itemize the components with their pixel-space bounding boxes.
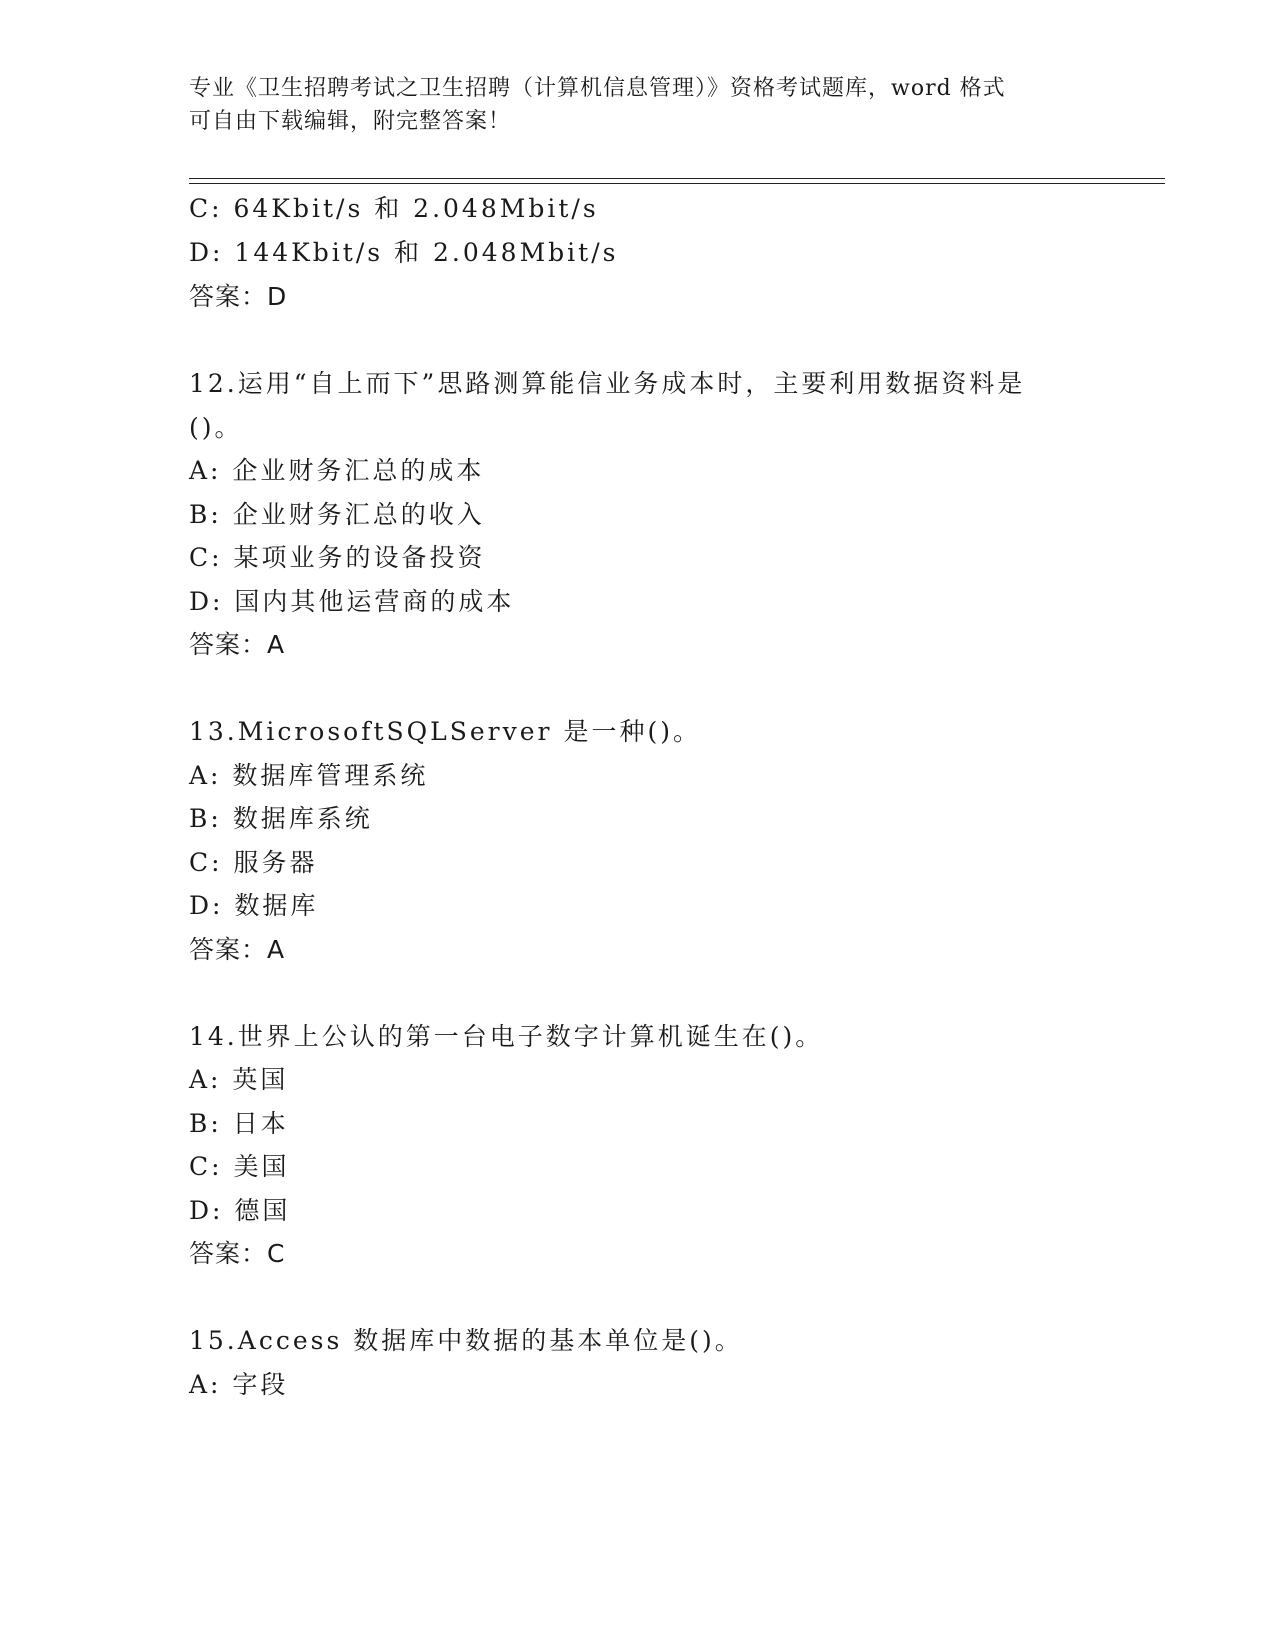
question-stem: 15.Access 数据库中数据的基本单位是()。: [189, 1326, 743, 1355]
option-c: C: 美国: [189, 1152, 290, 1181]
option-d: D: 德国: [189, 1196, 291, 1225]
option-b: B: 日本: [189, 1109, 289, 1138]
question-stem: 14.世界上公认的第一台电子数字计算机诞生在()。: [189, 1022, 824, 1051]
option-d: D: 144Kbit/s 和 2.048Mbit/s: [189, 238, 619, 267]
question-stem-continued: ()。: [189, 413, 243, 442]
option-d: D: 数据库: [189, 891, 319, 920]
option-a: A: 英国: [189, 1065, 289, 1094]
answer: 答案：A: [189, 630, 286, 659]
option-a: A: 字段: [189, 1370, 289, 1399]
header-divider-bottom: [189, 183, 1165, 184]
option-c: C: 服务器: [189, 848, 318, 877]
option-d: D: 国内其他运营商的成本: [189, 587, 515, 616]
header-line-1: 专业《卫生招聘考试之卫生招聘（计算机信息管理）》资格考试题库，word 格式: [189, 76, 1006, 101]
option-c: C: 64Kbit/s 和 2.048Mbit/s: [189, 194, 599, 223]
answer: 答案：C: [189, 1239, 286, 1268]
header-divider-top: [189, 178, 1165, 179]
document-header: [189, 72, 1089, 138]
question-stem: 13.MicrosoftSQLServer 是一种()。: [189, 717, 701, 746]
header-line-2: 可自由下载编辑，附完整答案！: [189, 109, 512, 134]
option-b: B: 数据库系统: [189, 804, 373, 833]
option-c: C: 某项业务的设备投资: [189, 543, 486, 572]
option-a: A: 企业财务汇总的成本: [189, 456, 485, 485]
question-stem: 12.运用“自上而下”思路测算能信业务成本时，主要利用数据资料是: [189, 369, 1026, 398]
option-a: A: 数据库管理系统: [189, 761, 429, 790]
option-b: B: 企业财务汇总的收入: [189, 500, 485, 529]
answer: 答案：D: [189, 282, 288, 311]
answer: 答案：A: [189, 935, 286, 964]
